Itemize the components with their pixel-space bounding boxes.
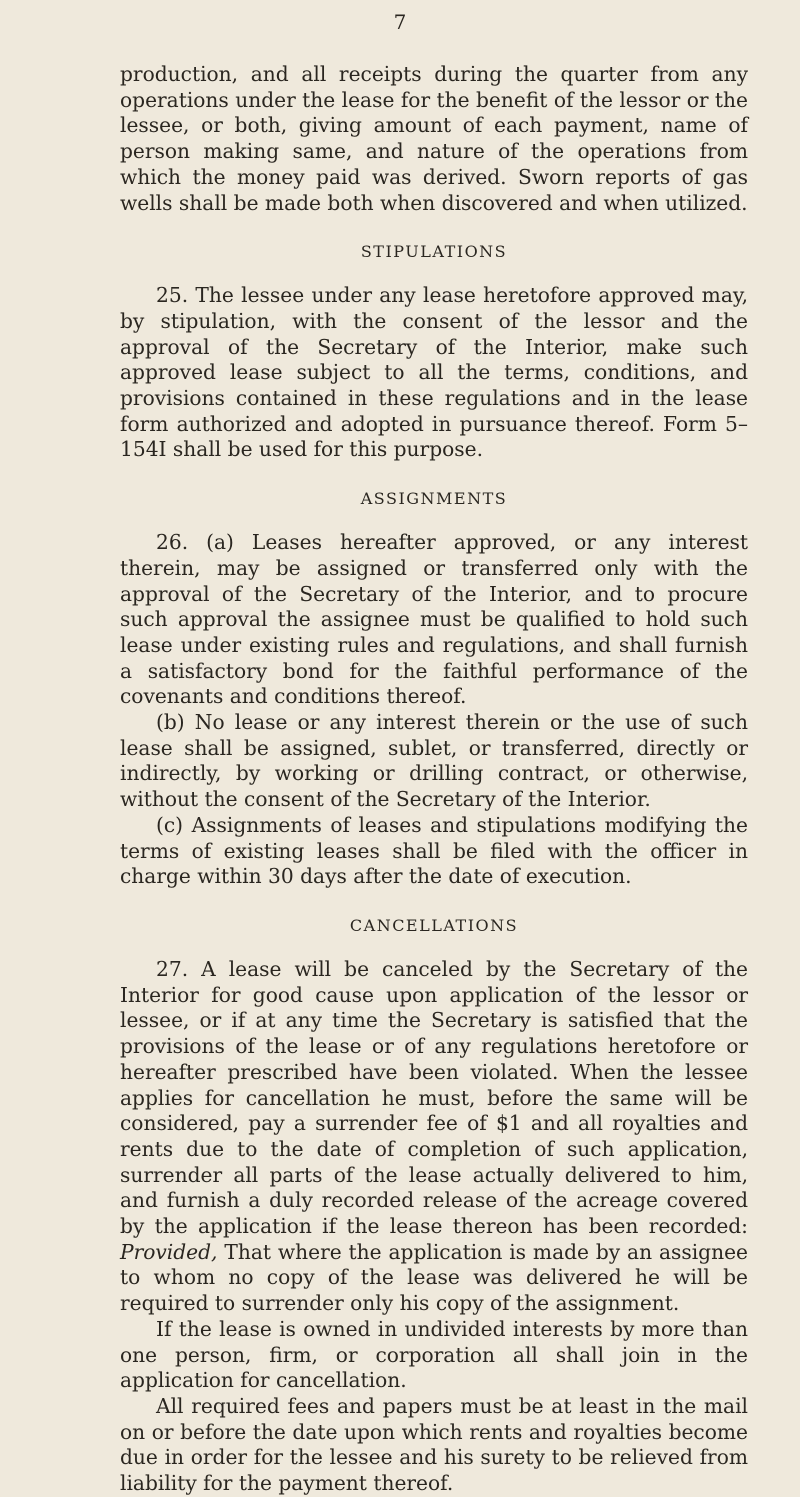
- paragraph-27-fees: All required fees and papers must be at least in the mail on or before the date upon which rents and royalties become due in order for the lessee and his surety to be relieved from liability for the payment thereof.: [120, 1393, 748, 1496]
- paragraph-27-part2: That where the application is made by an assignee to whom no copy of the lease was delivered he will be required to surrender only his copy of the assignment.: [120, 1239, 748, 1316]
- heading-cancellations: CANCELLATIONS: [349, 915, 519, 935]
- heading-assignments: ASSIGNMENTS: [360, 489, 508, 509]
- paragraph-27-undivided: If the lease is owned in undivided interests by more than one person, firm, or corporation all shall join in the application for cancellation.: [120, 1316, 748, 1393]
- page-number: 7: [393, 10, 407, 34]
- intro-paragraph: production, and all receipts during the quarter from any operations under the lease for the benefit of the lessor or the lessee, or both, giving amount of each payment, name of person making same, and nature of the operations from which the money paid was derived. Sworn reports of gas wells shall be made both when discovered and when utilized.: [120, 62, 748, 215]
- paragraph-26b: (b) No lease or any interest therein or the use of such lease shall be assigned, sublet, or transferred, directly or indirectly, by working or drilling contract, or otherwise, without the consent of the Secretary of the Interior.: [120, 710, 748, 812]
- paragraph-26a: 26. (a) Leases hereafter approved, or any interest therein, may be assigned or transferred only with the approval of the Secretary of the Interior, and to procure such approval the assignee must be qualified to hold such lease under existing rules and regulations, and shall furnish a satisfactory bond for the faithful performance of the covenants and conditions thereof.: [120, 530, 748, 709]
- paragraph-27-part1: 27. A lease will be canceled by the Secretary of the Interior for good cause upon application of the lessor or lessee, or if at any time the Secretary is satisfied that the provisions of the lease or of any regulations heretofore or hereafter prescribed have been violated. When the lessee applies for cancellation he must, before the same will be considered, pay a surrender fee of $1 and all royalties and rents due to the date of completion of such application, surrender all parts of the lease actually delivered to him, and furnish a duly recorded release of the acreage covered by the application if the lease thereon has been recorded:: [120, 956, 748, 1239]
- heading-stipulations: STIPULATIONS: [360, 242, 508, 262]
- paragraph-25: 25. The lessee under any lease heretofore approved may, by stipulation, with the consent of the lessor and the approval of the Secretary of the Interior, make such approved lease subject to all the terms, conditions, and provisions contained in these regulations and in the lease form authorized and adopted in pursuance thereof. Form 5–154I shall be used for this purpose.: [120, 283, 748, 462]
- paragraph-26c: (c) Assignments of leases and stipulations modifying the terms of existing leases shall be filed with the officer in charge within 30 days after the date of execution.: [120, 812, 748, 889]
- provided-italic: Provided,: [120, 1239, 218, 1264]
- paragraph-27: [120, 957, 748, 1317]
